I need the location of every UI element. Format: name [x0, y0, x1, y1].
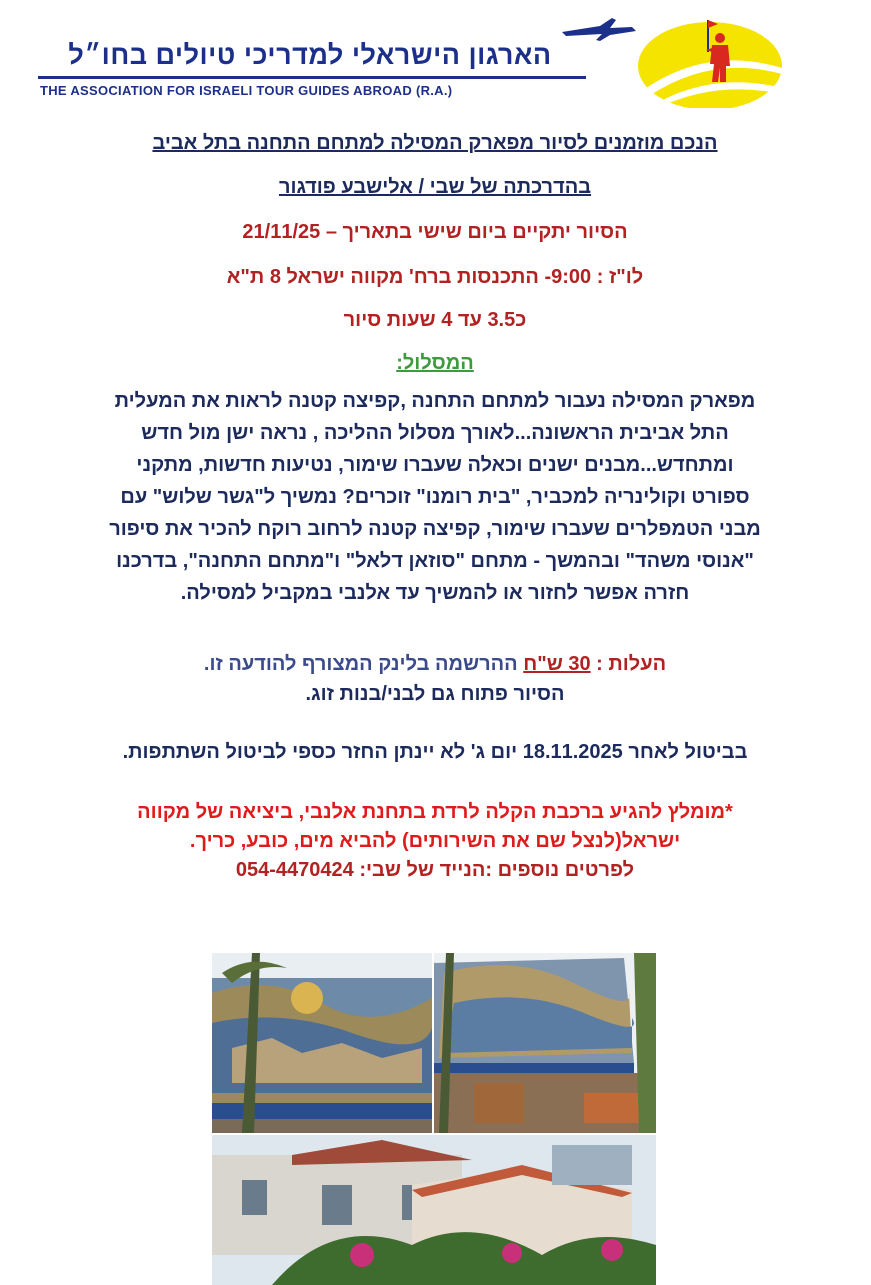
registration-link-text: ההרשמה בלינק המצורף להודעה זו. — [203, 653, 524, 675]
route-line: התל אביבית הראשונה...לאורך מסלול ההליכה , נראה ישן מול חדש — [141, 422, 729, 444]
note-line-2: ישראל(לנצל שם את השירותים) להביא מים, כובע, כריך. — [189, 830, 681, 852]
route-line: מבני הטמפלרים שעברו שימור, קפיצה קטנה לרחוב רוקח להכיר את סיפור — [109, 518, 761, 540]
couples-note: הסיור פתוח גם לבני/בנות זוג. — [305, 683, 565, 705]
tour-schedule: לו"ז : 9:00- התכנסות ברח' מקווה ישראל 8 ת"א — [226, 266, 644, 288]
route-line: חזרה אפשר לחזור או להמשיך עד אלנבי במקביל למסילה. — [180, 582, 690, 604]
org-name-english: THE ASSOCIATION FOR ISRAELI TOUR GUIDES ABROAD (R.A.) — [40, 83, 453, 98]
tour-date: הסיור יתקיים ביום שישי בתאריך – 21/11/25 — [242, 221, 628, 243]
photo-collage — [212, 953, 656, 1285]
cost-price: 30 ש"ח — [523, 653, 591, 675]
note-line-1: *מומלץ להגיע ברכבת הקלה לרדת בתחנת אלנבי, ביציאה של מקווה — [137, 801, 733, 823]
mosaic-wall-photo-right — [434, 953, 656, 1133]
header — [0, 0, 871, 115]
cancellation-policy: בביטול לאחר 18.11.2025 יום ג' לא יינתן החזר כספי לביטול השתתפות. — [122, 741, 748, 763]
recommendation-note — [40, 798, 830, 885]
route-description — [40, 385, 830, 609]
tour-guides: בהדרכתה של שבי / אלישבע פודגור — [278, 176, 592, 198]
cost-label: העלות : — [590, 653, 667, 675]
logo-underline — [38, 76, 586, 79]
route-line: מפארק המסילה נעבור למתחם התחנה ,קפיצה קטנה לראות את המעלית — [114, 390, 756, 412]
org-name-hebrew: הארגון הישראלי למדריכי טיולים בחו״ל — [68, 40, 552, 70]
route-line: "אנוסי משהד" ובהמשך - מתחם "סוזאן דלאל" ו"מתחם התחנה", בדרכנו — [116, 550, 754, 572]
route-line: ומתחדש...מבנים ישנים וכאלה שעברו שימור, נטיעות חדשות, מתקני — [136, 454, 734, 476]
tour-duration: כ3.5 עד 4 שעות סיור — [343, 309, 527, 331]
cost-line — [40, 649, 830, 679]
invitation — [40, 128, 830, 885]
old-houses-photo — [212, 1135, 656, 1285]
logo-emblem-icon — [560, 8, 785, 108]
tour-title: הנכם מוזמנים לסיור מפארק המסילה למתחם התחנה בתל אביב — [152, 132, 718, 154]
costs-section — [40, 649, 830, 709]
contact-phone: לפרטים נוספים :הנייד של שבי: 054-4470424 — [235, 859, 635, 881]
route-line: ספורט וקולינריה למכביר, "בית רומנו" זוכרים? נמשיך ל"גשר שלוש" עם — [120, 486, 750, 508]
route-heading: המסלול: — [396, 352, 474, 374]
mosaic-wall-photo-left — [212, 953, 432, 1133]
